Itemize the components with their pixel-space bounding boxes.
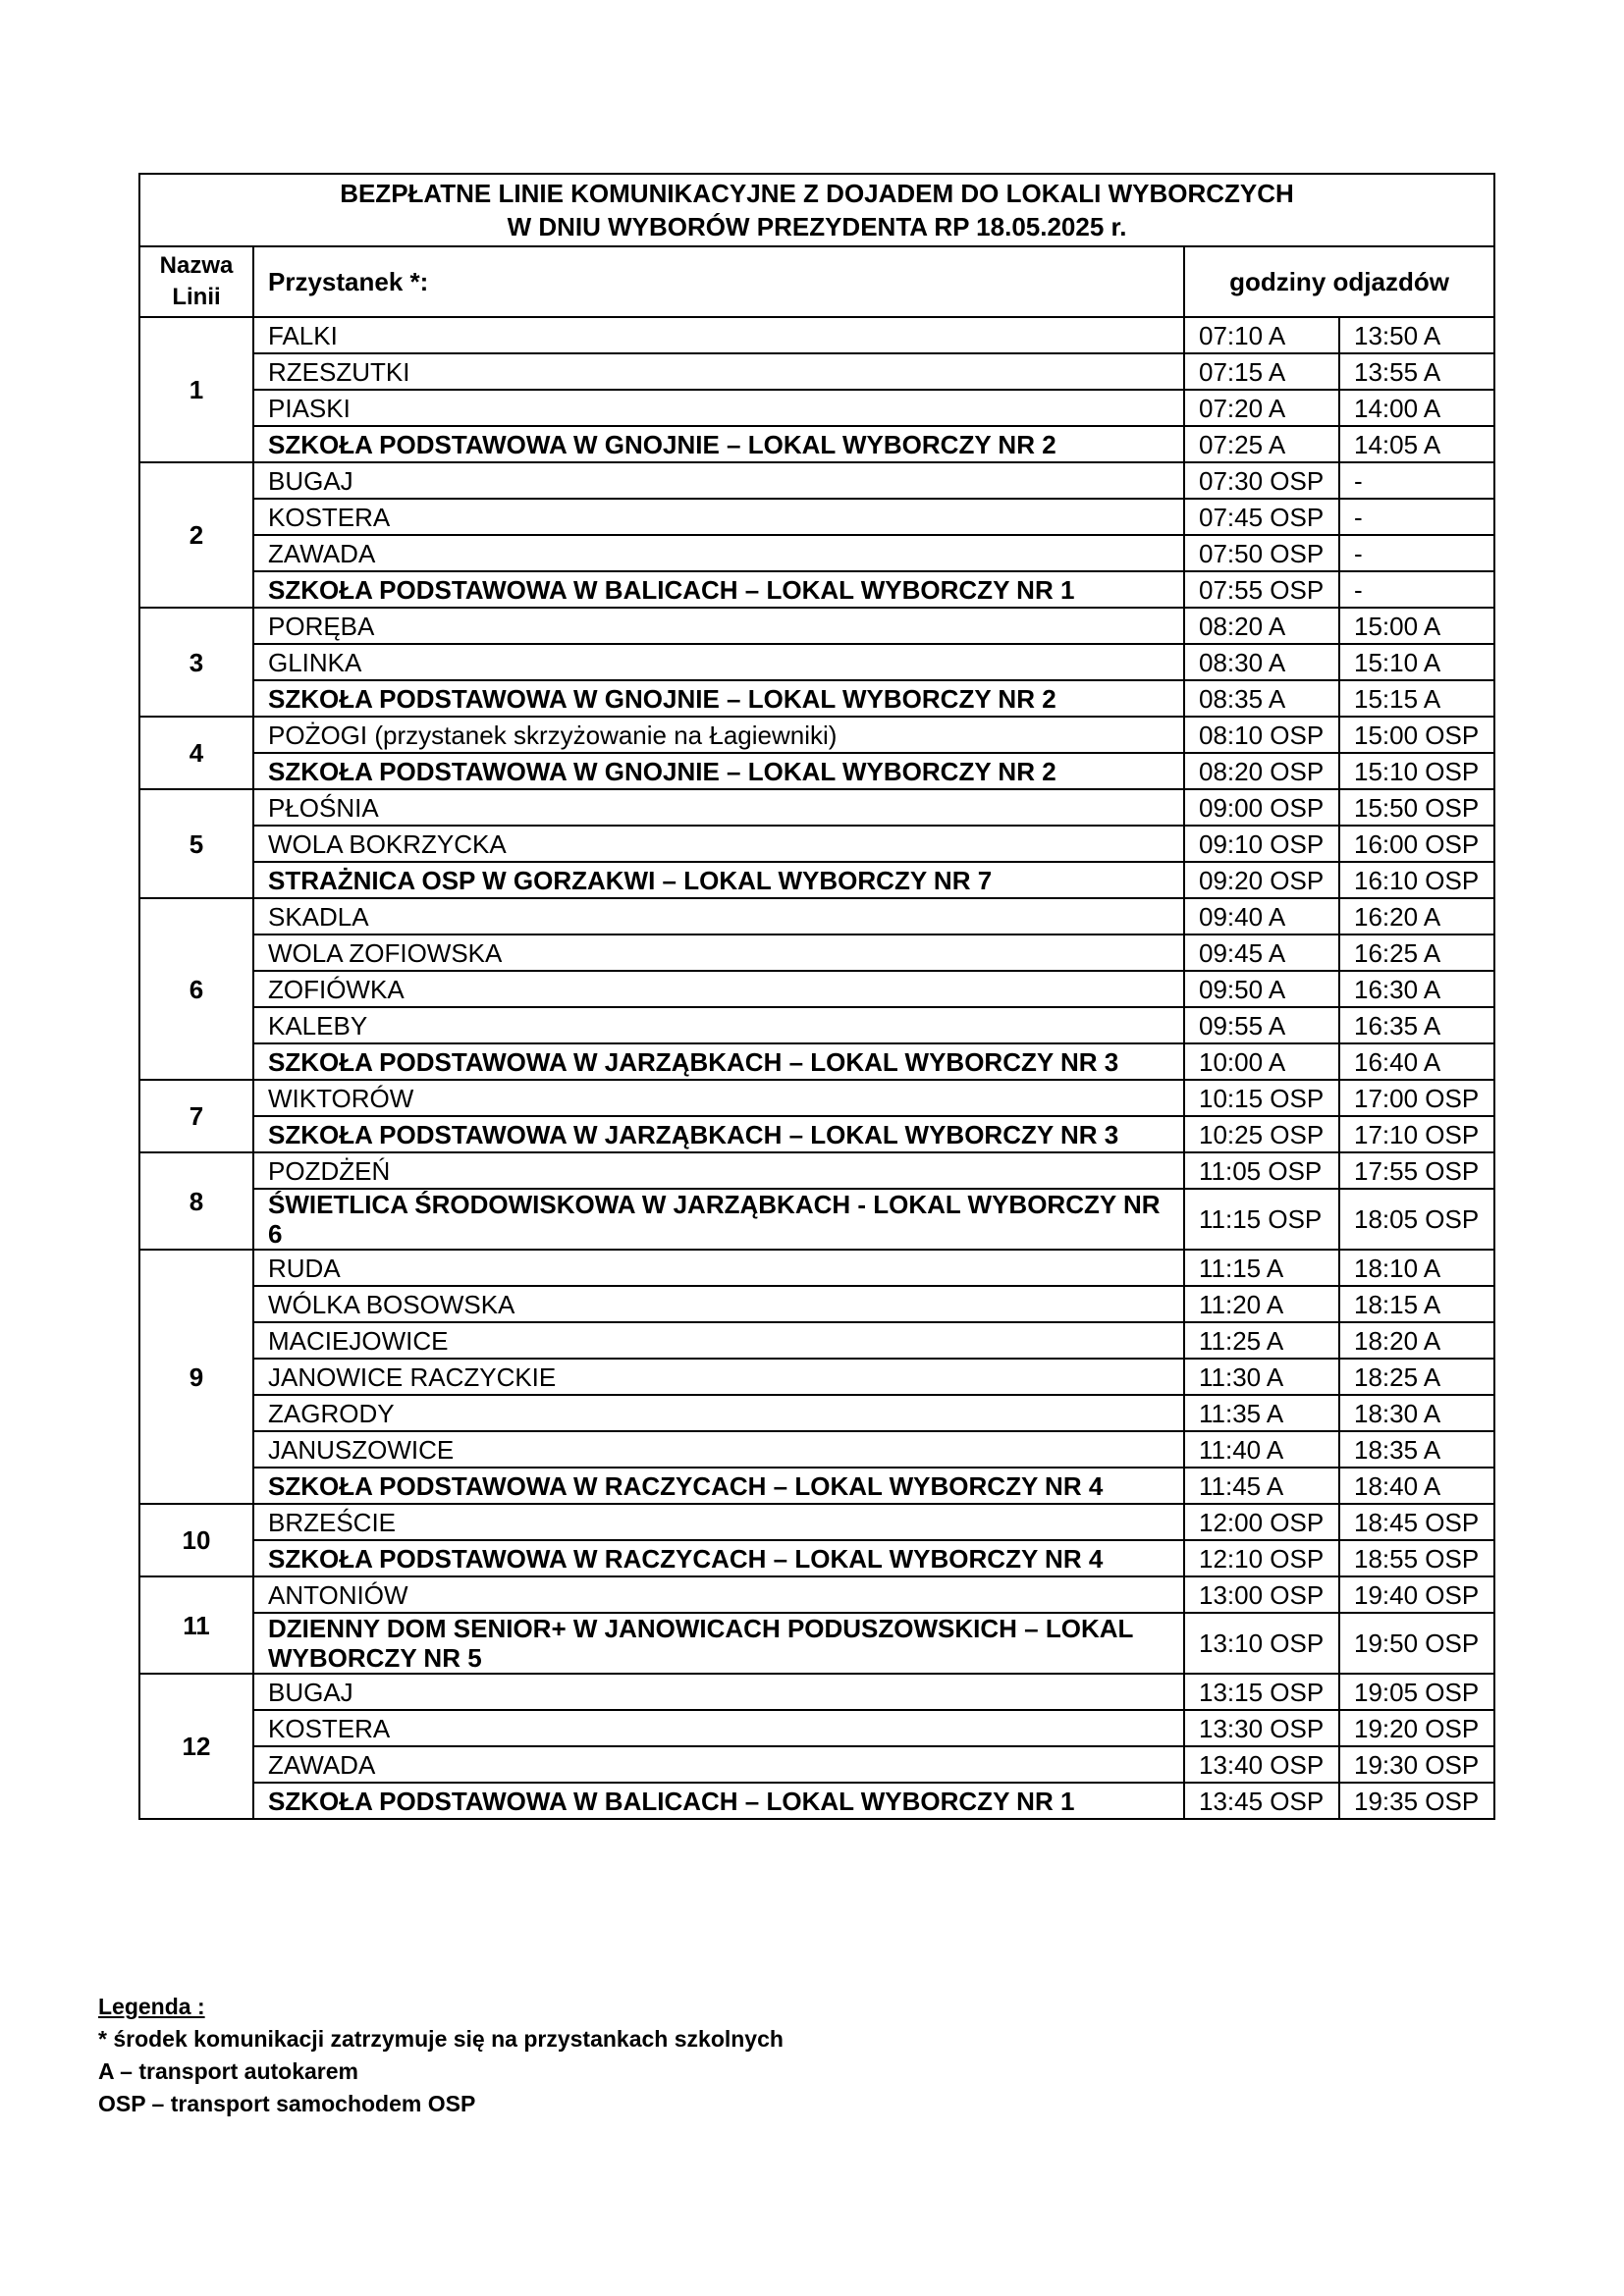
table-row xyxy=(139,1250,1494,1286)
stop-name: POZDŻEŃ xyxy=(253,1152,1184,1189)
stop-name: BRZEŚCIE xyxy=(253,1504,1184,1540)
stop-name: RUDA xyxy=(253,1250,1184,1286)
stop-name: KALEBY xyxy=(253,1007,1184,1043)
departure-time-morning: 13:10 OSP xyxy=(1184,1613,1339,1674)
destination-polling-station: SZKOŁA PODSTAWOWA W GNOJNIE – LOKAL WYBORCZY NR 2 xyxy=(253,680,1184,717)
table-row xyxy=(139,1710,1494,1746)
departure-time-afternoon: 16:35 A xyxy=(1339,1007,1494,1043)
stop-name: ZAWADA xyxy=(253,535,1184,571)
table-row xyxy=(139,1043,1494,1080)
stop-name: MACIEJOWICE xyxy=(253,1322,1184,1359)
departure-time-afternoon: 18:25 A xyxy=(1339,1359,1494,1395)
title-line-1: BEZPŁATNE LINIE KOMUNIKACYJNE Z DOJADEM DO LOKALI WYBORCZYCH xyxy=(340,179,1294,208)
table-row xyxy=(139,462,1494,499)
table-row xyxy=(139,680,1494,717)
destination-polling-station: SZKOŁA PODSTAWOWA W JARZĄBKACH – LOKAL WYBORCZY NR 3 xyxy=(253,1116,1184,1152)
departure-time-morning: 11:30 A xyxy=(1184,1359,1339,1395)
schedule-table xyxy=(138,173,1495,1820)
departure-time-afternoon: 13:55 A xyxy=(1339,353,1494,390)
departure-time-afternoon: 15:10 A xyxy=(1339,644,1494,680)
legend-item-osp: OSP – transport samochodem OSP xyxy=(98,2091,476,2116)
departure-time-afternoon: 16:10 OSP xyxy=(1339,862,1494,898)
departure-time-afternoon: 16:30 A xyxy=(1339,971,1494,1007)
line-number: 9 xyxy=(139,1250,253,1504)
stop-name: JANUSZOWICE xyxy=(253,1431,1184,1468)
departure-time-morning: 11:20 A xyxy=(1184,1286,1339,1322)
departure-time-morning: 09:55 A xyxy=(1184,1007,1339,1043)
departure-time-morning: 08:20 OSP xyxy=(1184,753,1339,789)
departure-time-morning: 10:25 OSP xyxy=(1184,1116,1339,1152)
departure-time-afternoon: 16:40 A xyxy=(1339,1043,1494,1080)
table-row xyxy=(139,1395,1494,1431)
schedule-body xyxy=(139,317,1494,1819)
legend-title: Legenda : xyxy=(98,1994,205,2019)
table-row xyxy=(139,1007,1494,1043)
departure-time-afternoon: 17:10 OSP xyxy=(1339,1116,1494,1152)
departure-time-morning: 08:30 A xyxy=(1184,644,1339,680)
departure-time-afternoon: 14:05 A xyxy=(1339,426,1494,462)
line-number: 5 xyxy=(139,789,253,898)
departure-time-afternoon: 18:40 A xyxy=(1339,1468,1494,1504)
table-row xyxy=(139,390,1494,426)
departure-time-morning: 09:10 OSP xyxy=(1184,826,1339,862)
departure-time-afternoon: 16:20 A xyxy=(1339,898,1494,934)
table-row xyxy=(139,1746,1494,1783)
table-row xyxy=(139,571,1494,608)
table-row xyxy=(139,1674,1494,1710)
destination-polling-station: SZKOŁA PODSTAWOWA W BALICACH – LOKAL WYBORCZY NR 1 xyxy=(253,571,1184,608)
destination-polling-station: DZIENNY DOM SENIOR+ W JANOWICACH PODUSZOWSKICH – LOKAL WYBORCZY NR 5 xyxy=(253,1613,1184,1674)
stop-name: WÓLKA BOSOWSKA xyxy=(253,1286,1184,1322)
header-stop: Przystanek *: xyxy=(253,246,1184,317)
table-row xyxy=(139,353,1494,390)
departure-time-morning: 08:35 A xyxy=(1184,680,1339,717)
departure-time-morning: 11:40 A xyxy=(1184,1431,1339,1468)
departure-time-afternoon: 18:10 A xyxy=(1339,1250,1494,1286)
table-row xyxy=(139,789,1494,826)
departure-time-afternoon: 17:00 OSP xyxy=(1339,1080,1494,1116)
table-row xyxy=(139,1504,1494,1540)
title-row xyxy=(139,174,1494,246)
departure-time-morning: 11:15 OSP xyxy=(1184,1189,1339,1250)
departure-time-afternoon: 18:45 OSP xyxy=(1339,1504,1494,1540)
stop-name: WOLA ZOFIOWSKA xyxy=(253,934,1184,971)
departure-time-afternoon: 18:30 A xyxy=(1339,1395,1494,1431)
stop-name: FALKI xyxy=(253,317,1184,353)
departure-time-afternoon: 15:15 A xyxy=(1339,680,1494,717)
destination-polling-station: SZKOŁA PODSTAWOWA W BALICACH – LOKAL WYBORCZY NR 1 xyxy=(253,1783,1184,1819)
legend-item-asterisk: * środek komunikacji zatrzymuje się na przystankach szkolnych xyxy=(98,2026,784,2052)
table-row xyxy=(139,1080,1494,1116)
departure-time-afternoon: 19:20 OSP xyxy=(1339,1710,1494,1746)
table-row xyxy=(139,1783,1494,1819)
header-row xyxy=(139,246,1494,317)
table-row xyxy=(139,717,1494,753)
departure-time-afternoon: 15:10 OSP xyxy=(1339,753,1494,789)
departure-time-afternoon: - xyxy=(1339,571,1494,608)
departure-time-afternoon: 14:00 A xyxy=(1339,390,1494,426)
line-number: 4 xyxy=(139,717,253,789)
departure-time-afternoon: 13:50 A xyxy=(1339,317,1494,353)
stop-name: PIASKI xyxy=(253,390,1184,426)
table-row xyxy=(139,1359,1494,1395)
stop-name: BUGAJ xyxy=(253,462,1184,499)
destination-polling-station: SZKOŁA PODSTAWOWA W GNOJNIE – LOKAL WYBORCZY NR 2 xyxy=(253,426,1184,462)
stop-name: ZAWADA xyxy=(253,1746,1184,1783)
departure-time-morning: 11:15 A xyxy=(1184,1250,1339,1286)
stop-name: GLINKA xyxy=(253,644,1184,680)
departure-time-afternoon: 18:05 OSP xyxy=(1339,1189,1494,1250)
table-row xyxy=(139,898,1494,934)
stop-name: WIKTORÓW xyxy=(253,1080,1184,1116)
departure-time-morning: 07:25 A xyxy=(1184,426,1339,462)
line-number: 10 xyxy=(139,1504,253,1576)
table-row xyxy=(139,1576,1494,1613)
header-line-name-2: Linii xyxy=(172,284,221,310)
stop-name: PORĘBA xyxy=(253,608,1184,644)
legend-item-bus: A – transport autokarem xyxy=(98,2058,358,2084)
table-row xyxy=(139,934,1494,971)
stop-name: PŁOŚNIA xyxy=(253,789,1184,826)
stop-name: ANTONIÓW xyxy=(253,1576,1184,1613)
stop-name: RZESZUTKI xyxy=(253,353,1184,390)
table-row xyxy=(139,1468,1494,1504)
departure-time-afternoon: 19:05 OSP xyxy=(1339,1674,1494,1710)
line-number: 2 xyxy=(139,462,253,608)
destination-polling-station: SZKOŁA PODSTAWOWA W JARZĄBKACH – LOKAL WYBORCZY NR 3 xyxy=(253,1043,1184,1080)
legend xyxy=(98,1991,982,2120)
table-row xyxy=(139,862,1494,898)
line-number: 11 xyxy=(139,1576,253,1674)
departure-time-morning: 13:40 OSP xyxy=(1184,1746,1339,1783)
stop-name: BUGAJ xyxy=(253,1674,1184,1710)
departure-time-afternoon: 18:20 A xyxy=(1339,1322,1494,1359)
destination-polling-station: SZKOŁA PODSTAWOWA W GNOJNIE – LOKAL WYBORCZY NR 2 xyxy=(253,753,1184,789)
departure-time-morning: 13:00 OSP xyxy=(1184,1576,1339,1613)
departure-time-morning: 11:05 OSP xyxy=(1184,1152,1339,1189)
departure-time-afternoon: 18:15 A xyxy=(1339,1286,1494,1322)
destination-polling-station: SZKOŁA PODSTAWOWA W RACZYCACH – LOKAL WYBORCZY NR 4 xyxy=(253,1468,1184,1504)
departure-time-afternoon: 15:00 OSP xyxy=(1339,717,1494,753)
departure-time-morning: 13:45 OSP xyxy=(1184,1783,1339,1819)
table-row xyxy=(139,1189,1494,1250)
line-number: 1 xyxy=(139,317,253,462)
departure-time-morning: 11:35 A xyxy=(1184,1395,1339,1431)
stop-name: ZAGRODY xyxy=(253,1395,1184,1431)
stop-name: KOSTERA xyxy=(253,1710,1184,1746)
departure-time-afternoon: 18:35 A xyxy=(1339,1431,1494,1468)
table-row xyxy=(139,1286,1494,1322)
stop-name: ZOFIÓWKA xyxy=(253,971,1184,1007)
departure-time-morning: 07:30 OSP xyxy=(1184,462,1339,499)
table-row xyxy=(139,1152,1494,1189)
departure-time-morning: 09:45 A xyxy=(1184,934,1339,971)
departure-time-morning: 10:00 A xyxy=(1184,1043,1339,1080)
departure-time-morning: 09:20 OSP xyxy=(1184,862,1339,898)
header-line-name xyxy=(139,246,253,317)
departure-time-afternoon: 19:30 OSP xyxy=(1339,1746,1494,1783)
departure-time-morning: 08:10 OSP xyxy=(1184,717,1339,753)
departure-time-afternoon: - xyxy=(1339,499,1494,535)
table-title xyxy=(139,174,1494,246)
line-number: 12 xyxy=(139,1674,253,1819)
departure-time-afternoon: 18:55 OSP xyxy=(1339,1540,1494,1576)
stop-name: KOSTERA xyxy=(253,499,1184,535)
departure-time-morning: 09:40 A xyxy=(1184,898,1339,934)
departure-time-afternoon: 19:35 OSP xyxy=(1339,1783,1494,1819)
stop-name: WOLA BOKRZYCKA xyxy=(253,826,1184,862)
departure-time-afternoon: 15:00 A xyxy=(1339,608,1494,644)
table-row xyxy=(139,1322,1494,1359)
departure-time-morning: 07:45 OSP xyxy=(1184,499,1339,535)
line-number: 6 xyxy=(139,898,253,1080)
destination-polling-station: STRAŻNICA OSP W GORZAKWI – LOKAL WYBORCZY NR 7 xyxy=(253,862,1184,898)
departure-time-afternoon: - xyxy=(1339,462,1494,499)
departure-time-afternoon: 19:40 OSP xyxy=(1339,1576,1494,1613)
departure-time-afternoon: 15:50 OSP xyxy=(1339,789,1494,826)
destination-polling-station: ŚWIETLICA ŚRODOWISKOWA W JARZĄBKACH - LOKAL WYBORCZY NR 6 xyxy=(253,1189,1184,1250)
stop-name: SKADLA xyxy=(253,898,1184,934)
stop-name: JANOWICE RACZYCKIE xyxy=(253,1359,1184,1395)
departure-time-afternoon: - xyxy=(1339,535,1494,571)
line-number: 3 xyxy=(139,608,253,717)
table-row xyxy=(139,1540,1494,1576)
line-number: 8 xyxy=(139,1152,253,1250)
table-row xyxy=(139,826,1494,862)
departure-time-morning: 13:15 OSP xyxy=(1184,1674,1339,1710)
table-row xyxy=(139,426,1494,462)
departure-time-afternoon: 19:50 OSP xyxy=(1339,1613,1494,1674)
departure-time-morning: 12:10 OSP xyxy=(1184,1540,1339,1576)
table-row xyxy=(139,1116,1494,1152)
header-line-name-1: Nazwa xyxy=(159,252,234,279)
departure-time-afternoon: 16:25 A xyxy=(1339,934,1494,971)
table-row xyxy=(139,535,1494,571)
table-row xyxy=(139,753,1494,789)
departure-time-morning: 07:20 A xyxy=(1184,390,1339,426)
table-row xyxy=(139,608,1494,644)
departure-time-morning: 10:15 OSP xyxy=(1184,1080,1339,1116)
table-row xyxy=(139,644,1494,680)
table-row xyxy=(139,317,1494,353)
departure-time-morning: 09:50 A xyxy=(1184,971,1339,1007)
header-departure-times: godziny odjazdów xyxy=(1184,246,1494,317)
departure-time-morning: 11:45 A xyxy=(1184,1468,1339,1504)
stop-name: POŻOGI (przystanek skrzyżowanie na Łagiewniki) xyxy=(253,717,1184,753)
departure-time-morning: 11:25 A xyxy=(1184,1322,1339,1359)
departure-time-morning: 07:15 A xyxy=(1184,353,1339,390)
destination-polling-station: SZKOŁA PODSTAWOWA W RACZYCACH – LOKAL WYBORCZY NR 4 xyxy=(253,1540,1184,1576)
table-row xyxy=(139,1431,1494,1468)
departure-time-morning: 07:10 A xyxy=(1184,317,1339,353)
table-row xyxy=(139,971,1494,1007)
table-row xyxy=(139,1613,1494,1674)
title-line-2: W DNIU WYBORÓW PREZYDENTA RP 18.05.2025 r. xyxy=(507,212,1127,241)
departure-time-morning: 09:00 OSP xyxy=(1184,789,1339,826)
departure-time-morning: 08:20 A xyxy=(1184,608,1339,644)
line-number: 7 xyxy=(139,1080,253,1152)
departure-time-morning: 13:30 OSP xyxy=(1184,1710,1339,1746)
departure-time-morning: 07:55 OSP xyxy=(1184,571,1339,608)
departure-time-morning: 07:50 OSP xyxy=(1184,535,1339,571)
table-row xyxy=(139,499,1494,535)
departure-time-afternoon: 17:55 OSP xyxy=(1339,1152,1494,1189)
departure-time-morning: 12:00 OSP xyxy=(1184,1504,1339,1540)
departure-time-afternoon: 16:00 OSP xyxy=(1339,826,1494,862)
